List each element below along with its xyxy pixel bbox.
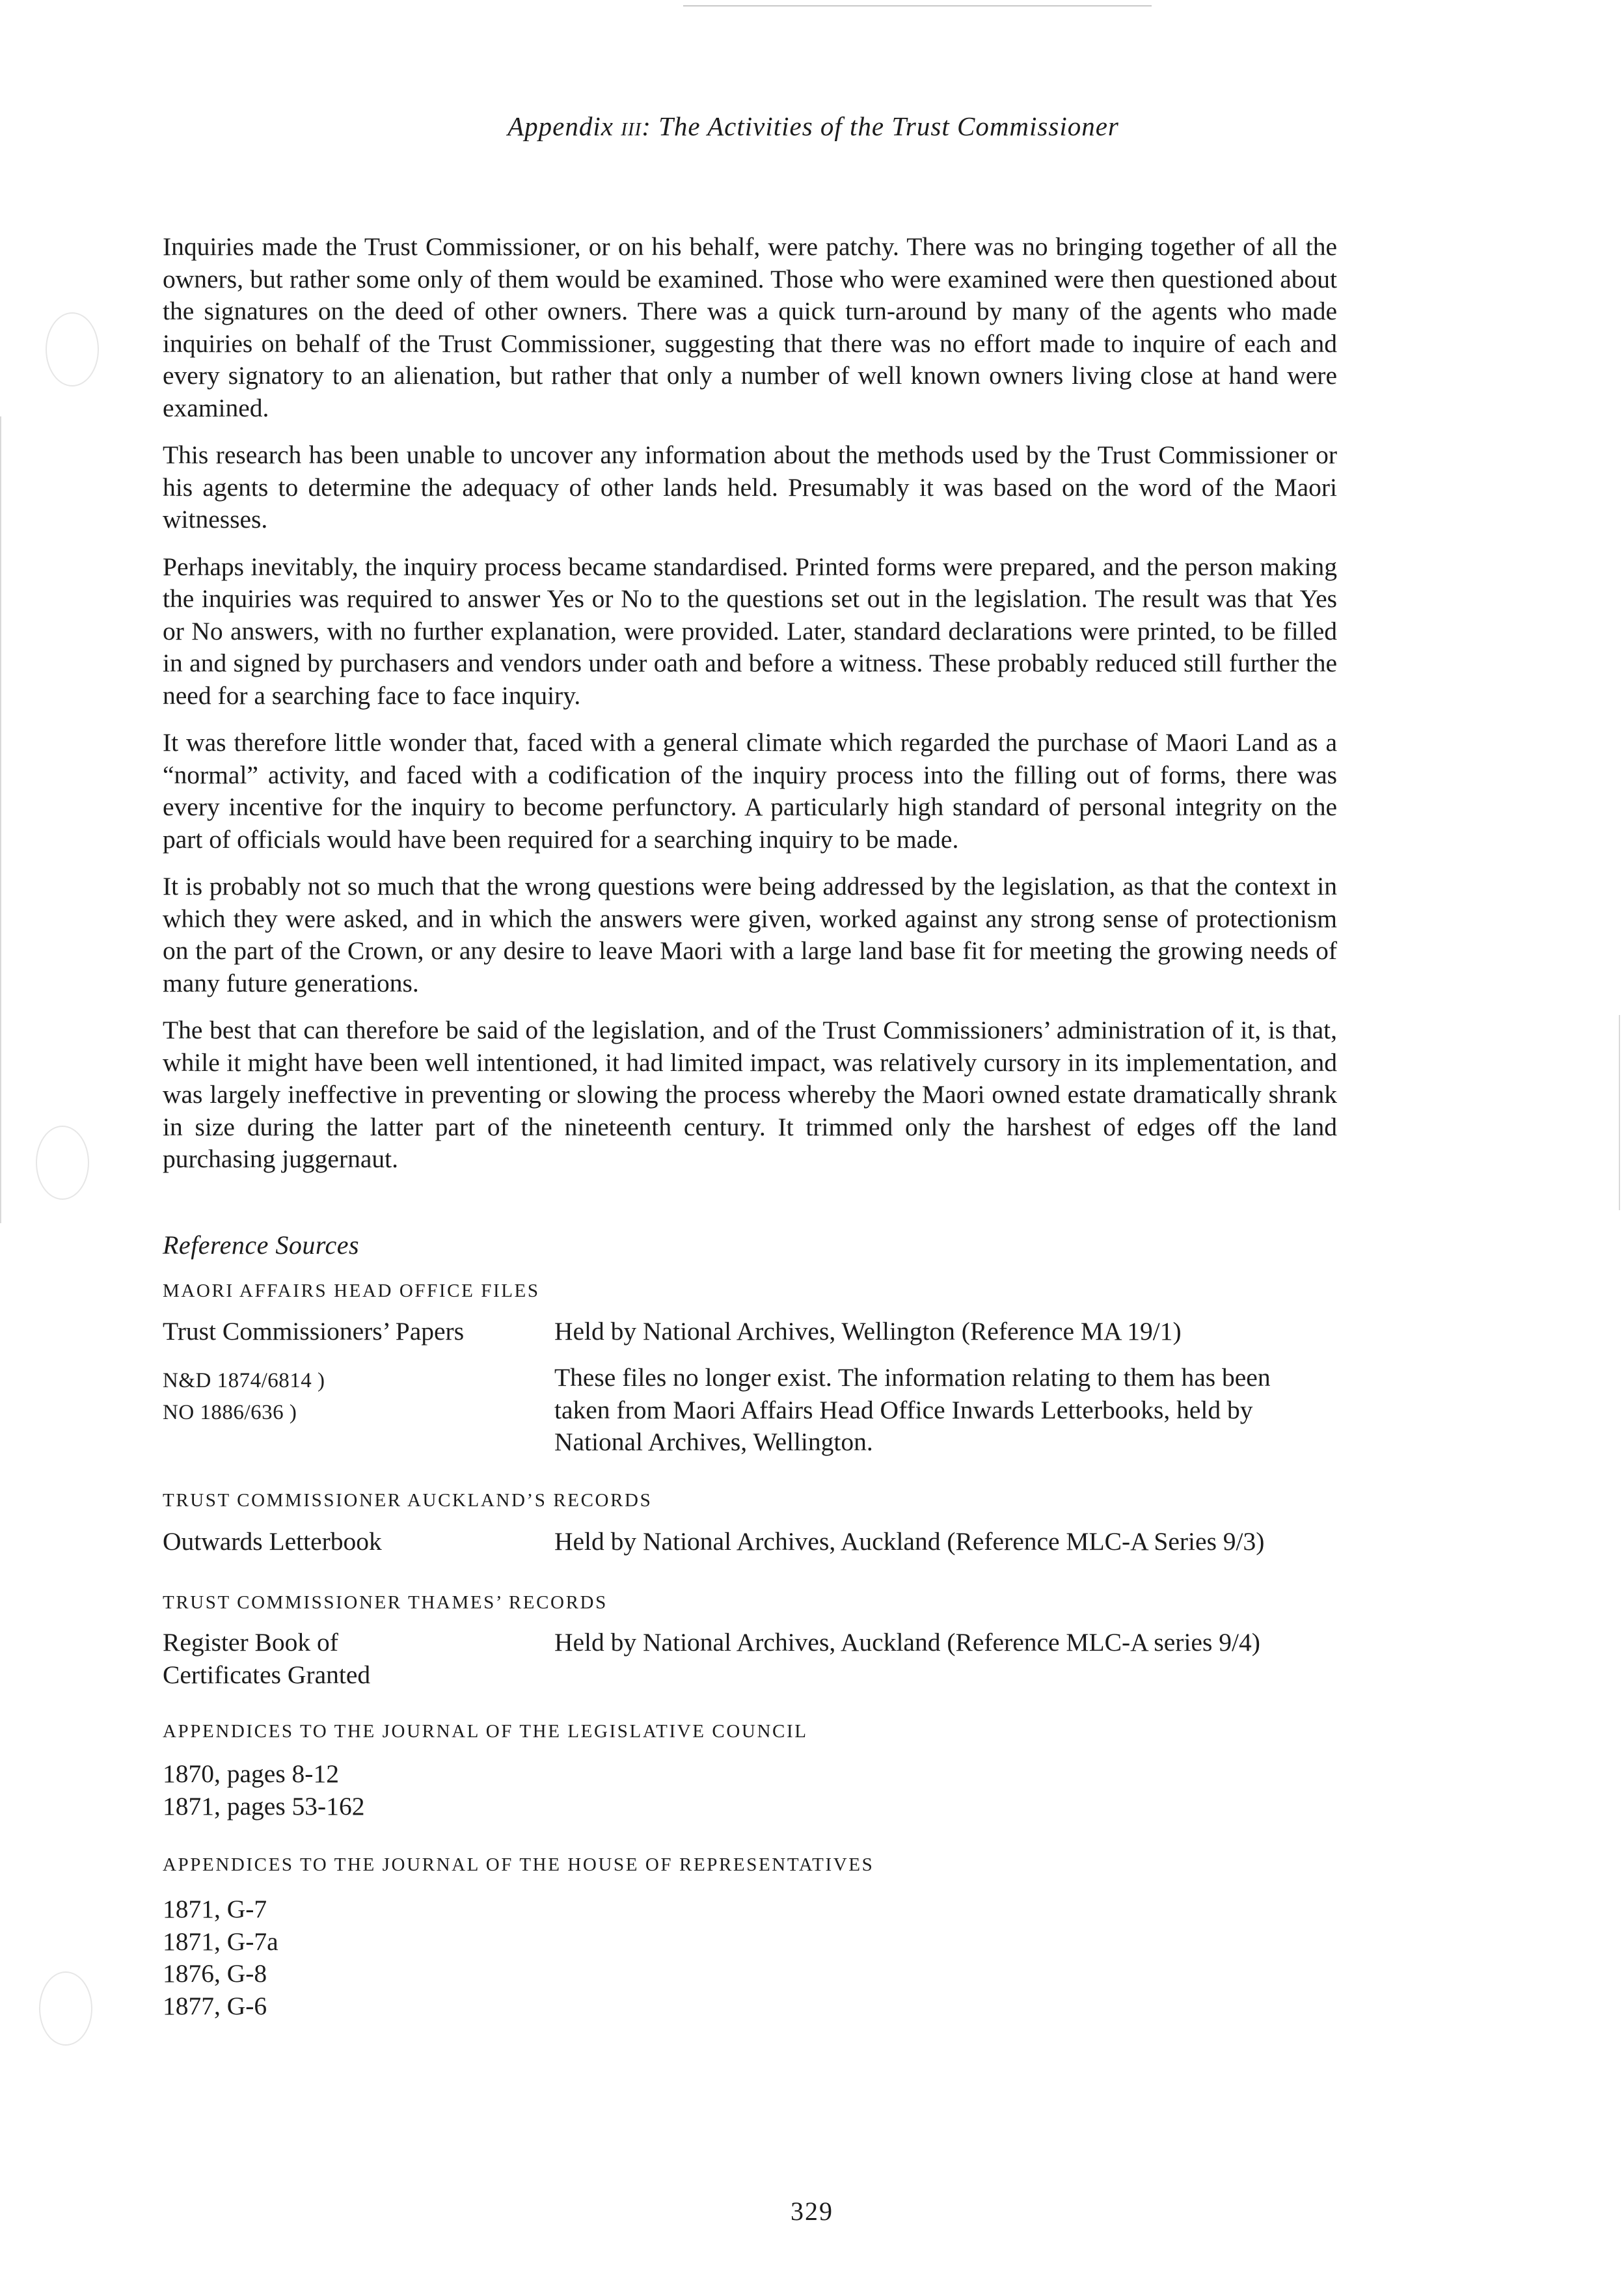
page-number: 329 [791, 2197, 833, 2226]
paragraph: It is probably not so much that the wrong questions were being addressed by the legislation, as that the context in which they were asked, and in which the answers were given, worked against any strong sense of protectionism on the part of the Crown, or any desire to leave Maori with a large land base fit for meeting the growing needs of many future generations. [163, 872, 1337, 997]
running-head-title: : The Activities of the Trust Commissioner [642, 111, 1119, 141]
ref-item-trust-commissioners-papers: Trust Commissioners’ Papers [163, 1317, 465, 1346]
section-heading-house-of-representatives: APPENDICES TO THE JOURNAL OF THE HOUSE OF REPRESENTATIVES [163, 1854, 874, 1875]
punch-hole-top [46, 312, 99, 386]
register-book-line: Register Book of [163, 1628, 338, 1657]
paragraph: Inquiries made the Trust Commissioner, or on his behalf, were patchy. There was no bringing together of all the owners, but rather some only of them would be examined. Those who were examined were then questioned about the signatures on the deed of other owners. There was a quick turn-around by many of the agents who made inquiries on behalf of the Trust Commissioner, suggesting that there was no effort made to inquire of each and every signatory to an alienation, but rather that only a number of well known owners living close at hand were examined. [163, 232, 1337, 422]
running-head [163, 111, 1464, 142]
left-page-edge [0, 416, 1, 1223]
register-book-line: Certificates Granted [163, 1660, 371, 1689]
paragraph: It was therefore little wonder that, faced with a general climate which regarded the purchase of Maori Land as a “normal” activity, and faced with a codification of the inquiry process into the filling out of forms, there was every incentive for the inquiry to become perfunctory. A particularly high standard of personal integrity on the part of officials would have been required for a searching inquiry to be made. [163, 728, 1337, 854]
ref-item-location: Held by National Archives, Auckland (Reference MLC-A Series 9/3) [554, 1527, 1265, 1556]
paragraph: This research has been unable to uncover any information about the methods used by the Trust Commissioner or his agents to determine the adequacy of other lands held. Presumably it was based on the word of the Maori witnesses. [163, 440, 1337, 534]
section-heading-maori-affairs: MAORI AFFAIRS HEAD OFFICE FILES [163, 1280, 540, 1301]
list-item: 1876, G-8 [163, 1959, 267, 1988]
body-text [163, 231, 1337, 1191]
paragraph: Perhaps inevitably, the inquiry process became standardised. Printed forms were prepared, and the person making the inquiries was required to answer Yes or No to the questions set out in the legislation. The result was that Yes or No answers, with no further explanation, were provided. Later, standard declarations were printed, to be filled in and signed by purchasers and vendors under oath and before a witness. These probably reduced still further the need for a searching face to face inquiry. [163, 552, 1337, 710]
section-heading-legislative-council: APPENDICES TO THE JOURNAL OF THE LEGISLATIVE COUNCIL [163, 1721, 808, 1742]
ref-item-location: Held by National Archives, Wellington (Reference MA 19/1) [554, 1317, 1182, 1346]
ref-item-file-number: N&D 1874/6814 ) [163, 1369, 325, 1392]
description-line: These files no longer exist. The information relating to them has been [554, 1363, 1271, 1392]
legislative-council-list [163, 1758, 364, 1822]
running-head-numeral: iii [621, 111, 642, 141]
paragraph: The best that can therefore be said of the legislation, and of the Trust Commissioners’ administration of it, is that, while it might have been well intentioned, it had limited impact, was relatively cursory in its implementation, and was largely ineffective in preventing or slowing the process whereby the Maori owned estate dramatically shrank in size during the latter part of the nineteenth century. It trimmed only the harshest of edges off the land purchasing juggernaut. [163, 1016, 1337, 1173]
reference-sources-heading: Reference Sources [163, 1230, 360, 1260]
description-line: taken from Maori Affairs Head Office Inwards Letterbooks, held by [554, 1395, 1253, 1424]
ref-item-file-number: NO 1886/636 ) [163, 1401, 297, 1424]
ref-item-description [554, 1362, 1335, 1459]
list-item: 1871, pages 53-162 [163, 1791, 365, 1821]
list-item: 1870, pages 8-12 [163, 1759, 339, 1788]
section-heading-thames-records: TRUST COMMISSIONER THAMES’ RECORDS [163, 1592, 608, 1613]
ref-item-location: Held by National Archives, Auckland (Reference MLC-A series 9/4) [554, 1628, 1260, 1657]
ref-item-outwards-letterbook: Outwards Letterbook [163, 1527, 382, 1556]
scan-edge-line [683, 5, 1152, 7]
description-line: National Archives, Wellington. [554, 1428, 873, 1456]
list-item: 1877, G-6 [163, 1991, 267, 2020]
punch-hole-middle [36, 1126, 89, 1200]
list-item: 1871, G-7 [163, 1895, 267, 1923]
house-of-representatives-list [163, 1893, 278, 2022]
section-heading-auckland-records: TRUST COMMISSIONER AUCKLAND’S RECORDS [163, 1490, 653, 1511]
right-page-edge [1619, 1015, 1620, 1210]
list-item: 1871, G-7a [163, 1927, 278, 1956]
punch-hole-bottom [39, 1971, 92, 2046]
ref-item-register-book [163, 1627, 370, 1691]
running-head-prefix: Appendix [508, 111, 621, 141]
